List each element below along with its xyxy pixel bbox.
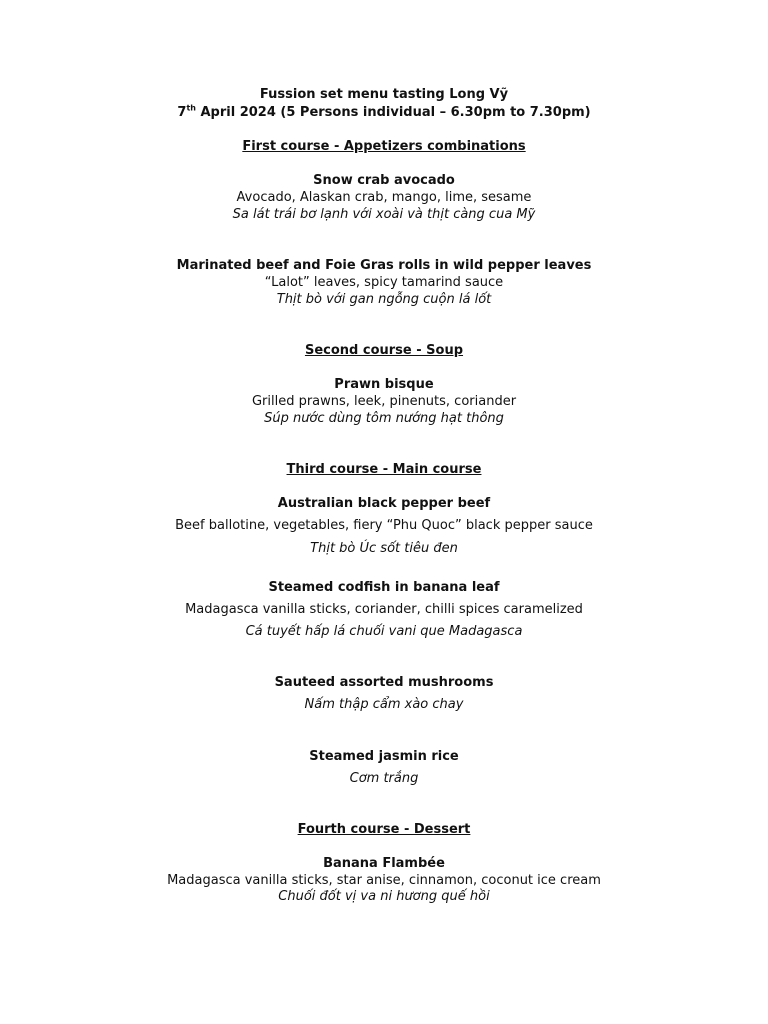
dish-description: Avocado, Alaskan crab, mango, lime, sesame bbox=[236, 190, 532, 205]
menu-title: Fussion set menu tasting Long Vỹ bbox=[259, 87, 509, 102]
dish-vietnamese: Cơm trắng bbox=[349, 771, 419, 786]
dish-vietnamese: Sa lát trái bơ lạnh với xoài và thịt càng cua Mỹ bbox=[232, 207, 536, 222]
dish-vietnamese: Chuối đốt vị va ni hương quế hồi bbox=[278, 889, 490, 904]
dish-name: Steamed jasmin rice bbox=[309, 749, 459, 764]
date-suffix: th bbox=[186, 103, 196, 113]
date-rest: April 2024 (5 Persons individual – 6.30pm to 7.30pm) bbox=[195, 105, 591, 120]
dish-name: Snow crab avocado bbox=[313, 173, 455, 188]
course-heading-second: Second course - Soup bbox=[304, 343, 464, 358]
course-heading-fourth: Fourth course - Dessert bbox=[297, 822, 471, 837]
dish-name: Banana Flambée bbox=[323, 856, 445, 871]
dish-vietnamese: Nấm thập cẩm xào chay bbox=[304, 697, 464, 712]
dish-name: Steamed codfish in banana leaf bbox=[268, 580, 500, 595]
dish-description: Madagasca vanilla sticks, star anise, cinnamon, coconut ice cream bbox=[167, 873, 601, 888]
dish-name: Prawn bisque bbox=[334, 377, 434, 392]
dish-name: Marinated beef and Foie Gras rolls in wild pepper leaves bbox=[176, 258, 592, 273]
dish-vietnamese: Thịt bò Úc sốt tiêu đen bbox=[310, 541, 458, 556]
dish-description: Madagasca vanilla sticks, coriander, chilli spices caramelized bbox=[185, 602, 583, 617]
date-day: 7 bbox=[177, 105, 187, 120]
dish-description: “Lalot” leaves, spicy tamarind sauce bbox=[264, 275, 504, 290]
dish-description: Beef ballotine, vegetables, fiery “Phu Quoc” black pepper sauce bbox=[175, 518, 593, 533]
dish-description: Grilled prawns, leek, pinenuts, coriander bbox=[251, 394, 517, 409]
course-heading-third: Third course - Main course bbox=[286, 462, 482, 477]
dish-vietnamese: Thịt bò với gan ngỗng cuộn lá lốt bbox=[276, 292, 492, 307]
dish-vietnamese: Súp nước dùng tôm nướng hạt thông bbox=[264, 411, 504, 426]
dish-name: Sauteed assorted mushrooms bbox=[274, 675, 494, 690]
dish-vietnamese: Cá tuyết hấp lá chuối vani que Madagasca bbox=[245, 624, 523, 639]
course-heading-first: First course - Appetizers combinations bbox=[242, 139, 526, 154]
dish-name: Australian black pepper beef bbox=[277, 496, 491, 511]
menu-date-line bbox=[0, 104, 768, 121]
